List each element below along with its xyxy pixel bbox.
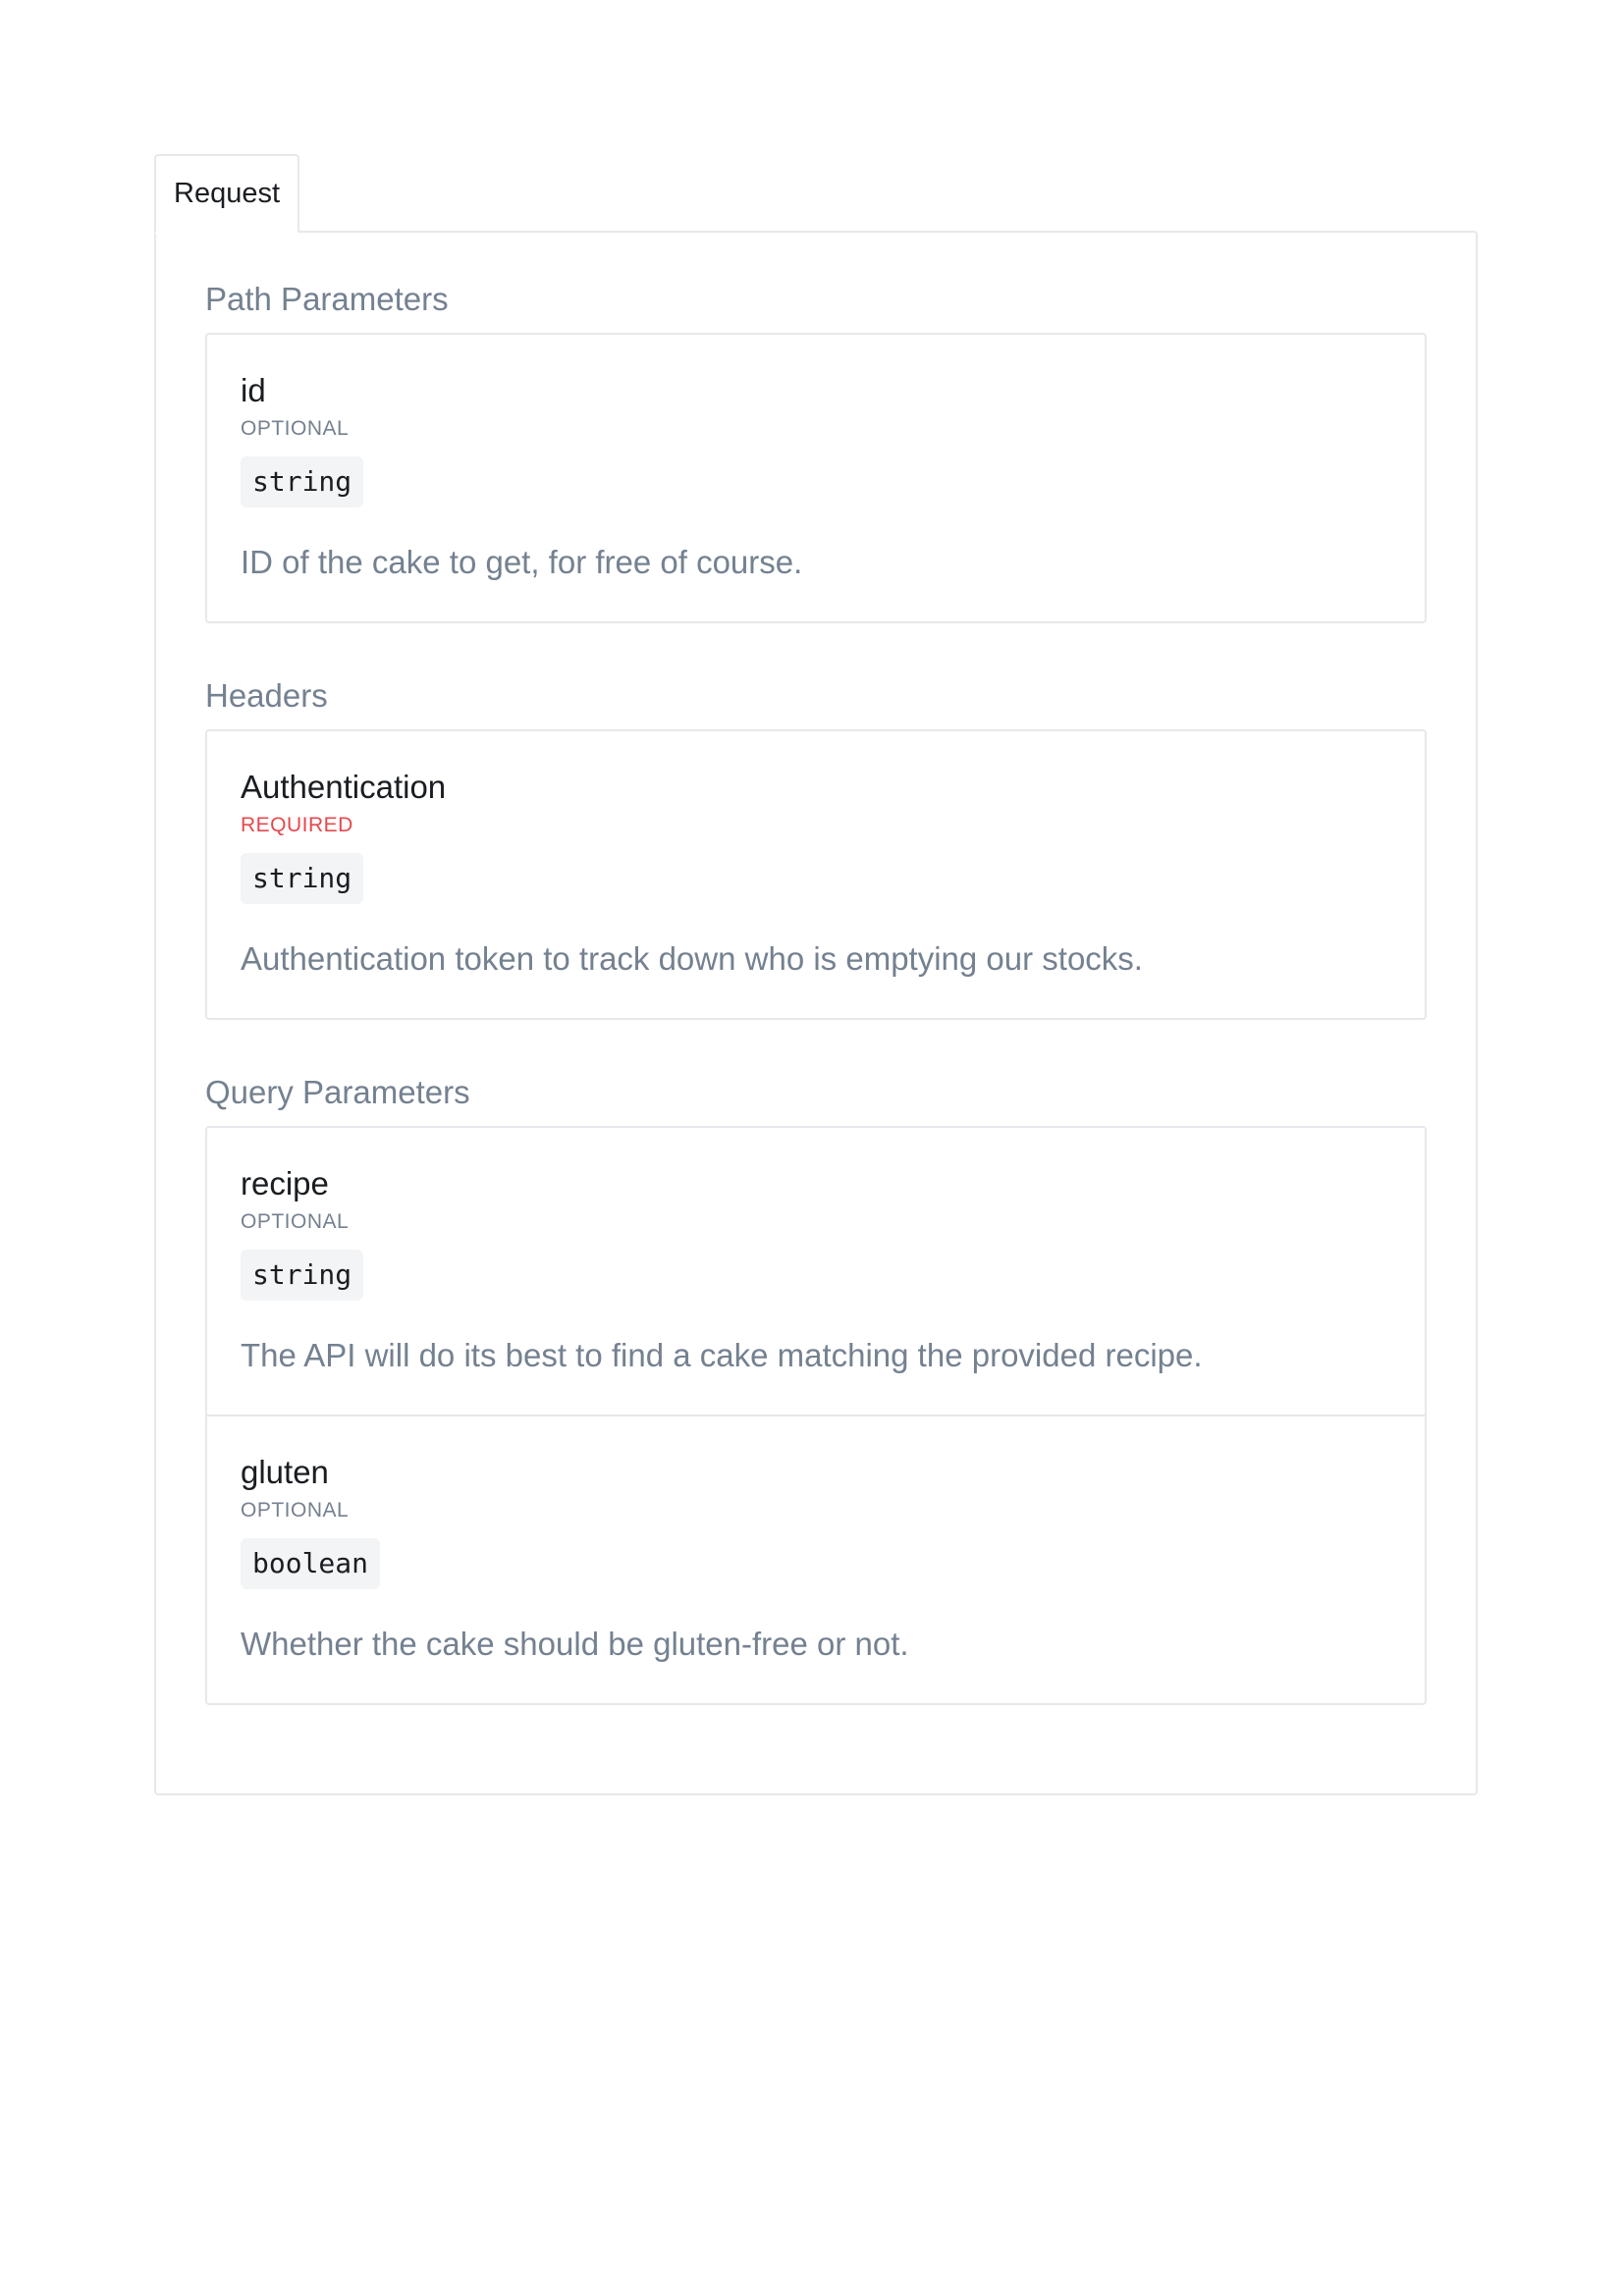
param-name: id bbox=[241, 372, 266, 408]
section-title: Query Parameters bbox=[205, 1074, 470, 1110]
param-item bbox=[207, 1128, 1425, 1415]
section-title: Path Parameters bbox=[205, 281, 449, 317]
headers-section bbox=[205, 676, 1427, 1020]
param-card bbox=[205, 333, 1427, 623]
request-panel bbox=[154, 231, 1478, 1795]
request-docs bbox=[154, 154, 1478, 1795]
param-description: Whether the cake should be gluten-free or not. bbox=[241, 1626, 909, 1662]
optional-flag: OPTIONAL bbox=[241, 1210, 350, 1233]
param-description: The API will do its best to find a cake matching the provided recipe. bbox=[241, 1337, 1203, 1373]
param-card bbox=[205, 1126, 1427, 1705]
param-item bbox=[207, 335, 1425, 621]
param-name: gluten bbox=[241, 1454, 329, 1490]
query-parameters-section bbox=[205, 1073, 1427, 1705]
section-title: Headers bbox=[205, 677, 328, 714]
type-badge: string bbox=[241, 853, 363, 904]
tab-bar bbox=[154, 154, 1478, 233]
param-name: Authentication bbox=[241, 769, 447, 805]
param-item bbox=[207, 731, 1425, 1018]
type-badge: string bbox=[241, 1250, 363, 1301]
param-name: recipe bbox=[241, 1165, 329, 1201]
type-badge: string bbox=[241, 456, 363, 507]
optional-flag: OPTIONAL bbox=[241, 417, 350, 440]
required-flag: REQUIRED bbox=[241, 814, 353, 836]
optional-flag: OPTIONAL bbox=[241, 1499, 350, 1522]
param-item bbox=[207, 1415, 1425, 1703]
param-card bbox=[205, 729, 1427, 1020]
param-description: Authentication token to track down who is emptying our stocks. bbox=[241, 940, 1143, 977]
tab-request[interactable]: Request bbox=[154, 154, 299, 234]
param-description: ID of the cake to get, for free of course. bbox=[241, 544, 803, 580]
path-parameters-section bbox=[205, 280, 1427, 623]
type-badge: boolean bbox=[241, 1538, 380, 1589]
